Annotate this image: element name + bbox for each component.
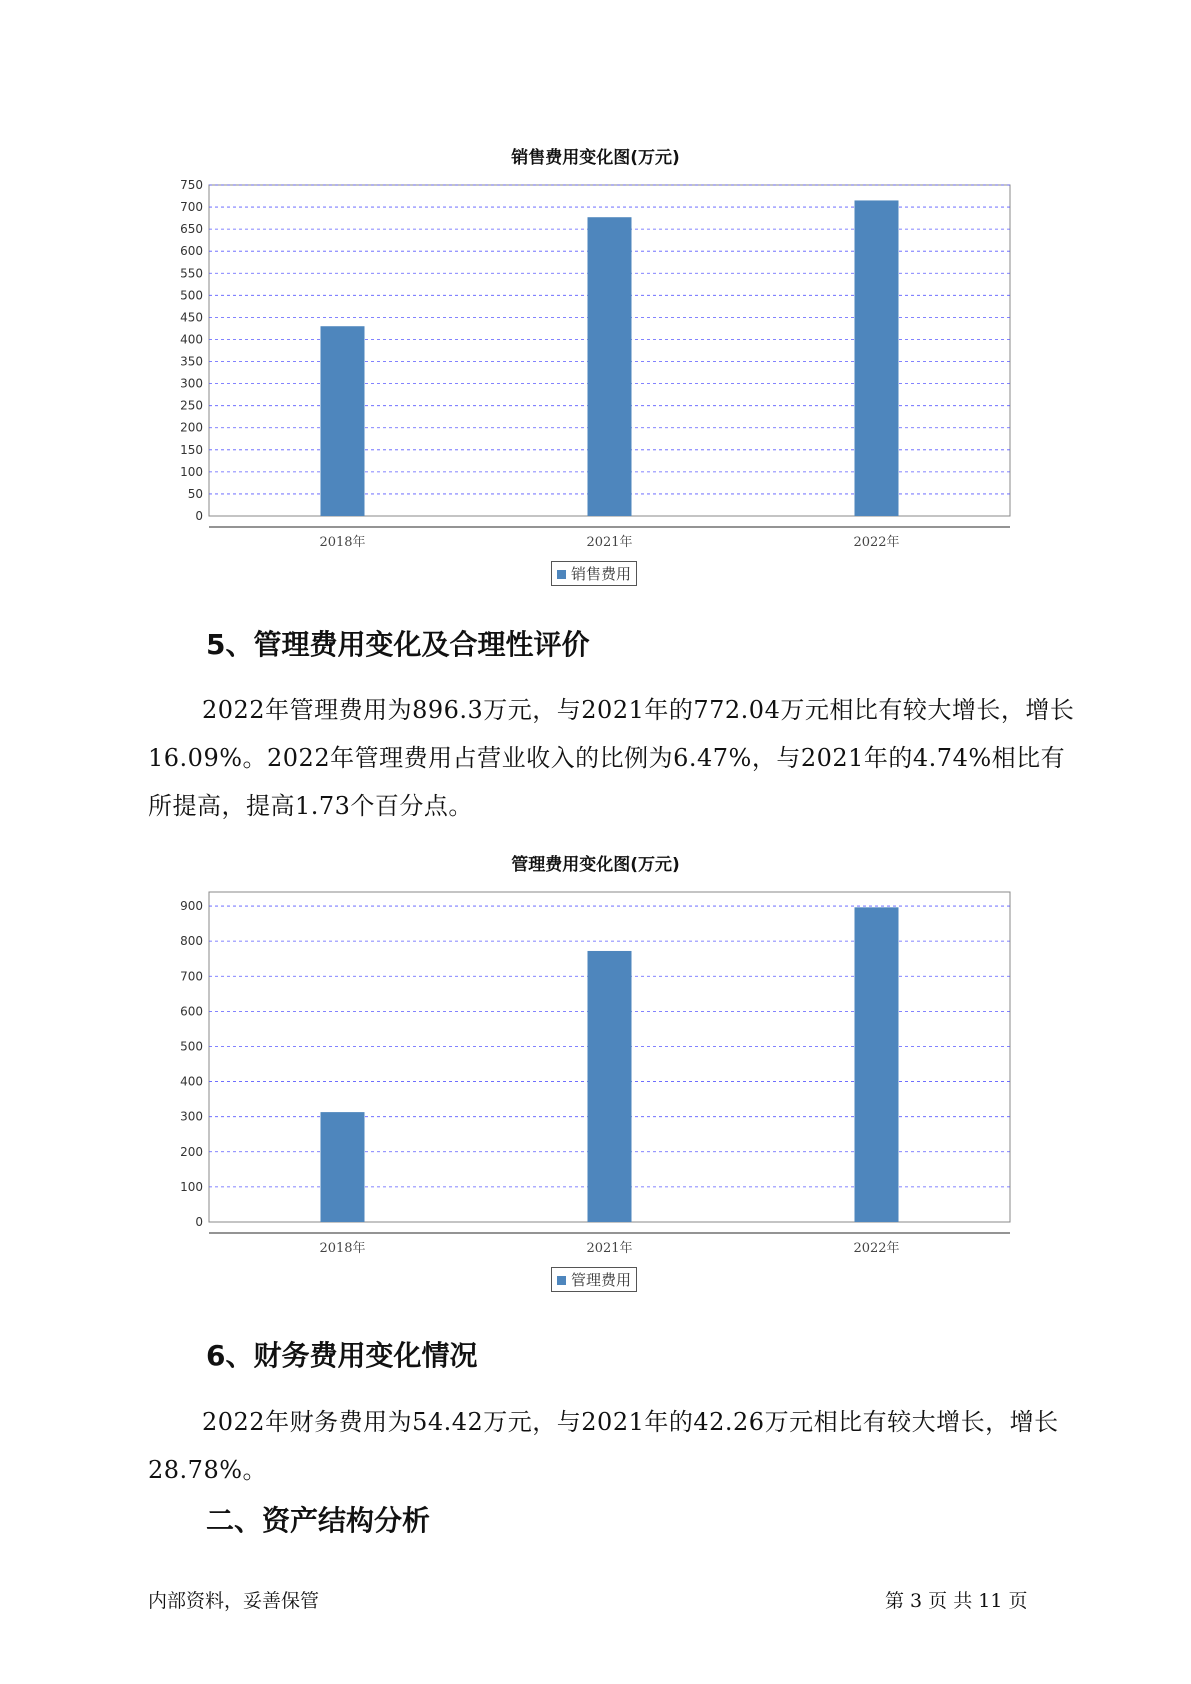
y-tick-label: 900 <box>180 899 203 914</box>
section-2-heading: 二、资产结构分析 <box>206 1504 431 1537</box>
y-tick-label: 400 <box>180 1074 203 1089</box>
x-tick-label: 2021年 <box>586 1241 633 1256</box>
y-tick-label: 450 <box>180 310 203 325</box>
section-6-paragraph: 2022年财务费用为54.42万元，与2021年的42.26万元相比有较大增长，增长28.78%。 <box>148 1408 1059 1484</box>
x-tick-label: 2022年 <box>853 535 900 550</box>
y-tick-label: 300 <box>180 376 203 391</box>
legend-swatch <box>557 1276 566 1285</box>
y-tick-label: 750 <box>180 178 203 192</box>
y-tick-label: 300 <box>180 1109 203 1124</box>
y-tick-label: 100 <box>180 1179 203 1194</box>
y-tick-label: 150 <box>180 442 203 457</box>
legend-label: 管理费用 <box>571 1271 632 1289</box>
y-tick-label: 800 <box>180 934 203 949</box>
y-tick-label: 50 <box>187 486 203 501</box>
y-tick-label: 700 <box>180 969 203 984</box>
section-5-paragraph: 2022年管理费用为896.3万元，与2021年的772.04万元相比有较大增长，增长16.09%。2022年管理费用占营业收入的比例为6.47%，与2021年的4.74%相比有所提高，提高1.73个百分点。 <box>148 696 1075 820</box>
y-tick-label: 0 <box>195 509 203 523</box>
bar <box>321 1112 365 1222</box>
y-tick-label: 200 <box>180 1144 203 1159</box>
section-5-heading: 5、管理费用变化及合理性评价 <box>206 628 590 661</box>
y-tick-label: 550 <box>180 266 203 281</box>
y-tick-label: 250 <box>180 398 203 413</box>
y-tick-label: 700 <box>180 200 203 215</box>
x-tick-label: 2018年 <box>319 535 366 550</box>
chart2-legend <box>551 1267 637 1292</box>
bar <box>855 907 899 1222</box>
y-tick-label: 400 <box>180 332 203 347</box>
y-tick-label: 600 <box>180 1004 203 1019</box>
footer-note: 内部资料，妥善保管 <box>148 1590 320 1612</box>
y-tick-label: 0 <box>195 1215 203 1229</box>
y-tick-label: 350 <box>180 354 203 369</box>
x-tick-label: 2022年 <box>853 1241 900 1256</box>
y-tick-label: 100 <box>180 464 203 479</box>
y-tick-label: 500 <box>180 1039 203 1054</box>
chart1-title: 销售费用变化图(万元) <box>511 148 680 168</box>
y-tick-label: 650 <box>180 222 203 237</box>
chart2-title: 管理费用变化图(万元) <box>511 855 680 875</box>
y-tick-label: 200 <box>180 420 203 435</box>
legend-label: 销售费用 <box>571 565 632 583</box>
y-tick-label: 500 <box>180 288 203 303</box>
page-number: 第 3 页 共 11 页 <box>885 1590 1028 1612</box>
section-6-heading: 6、财务费用变化情况 <box>206 1339 478 1372</box>
bar <box>588 951 632 1222</box>
x-tick-label: 2018年 <box>319 1241 366 1256</box>
y-tick-label: 600 <box>180 244 203 259</box>
x-tick-label: 2021年 <box>586 535 633 550</box>
